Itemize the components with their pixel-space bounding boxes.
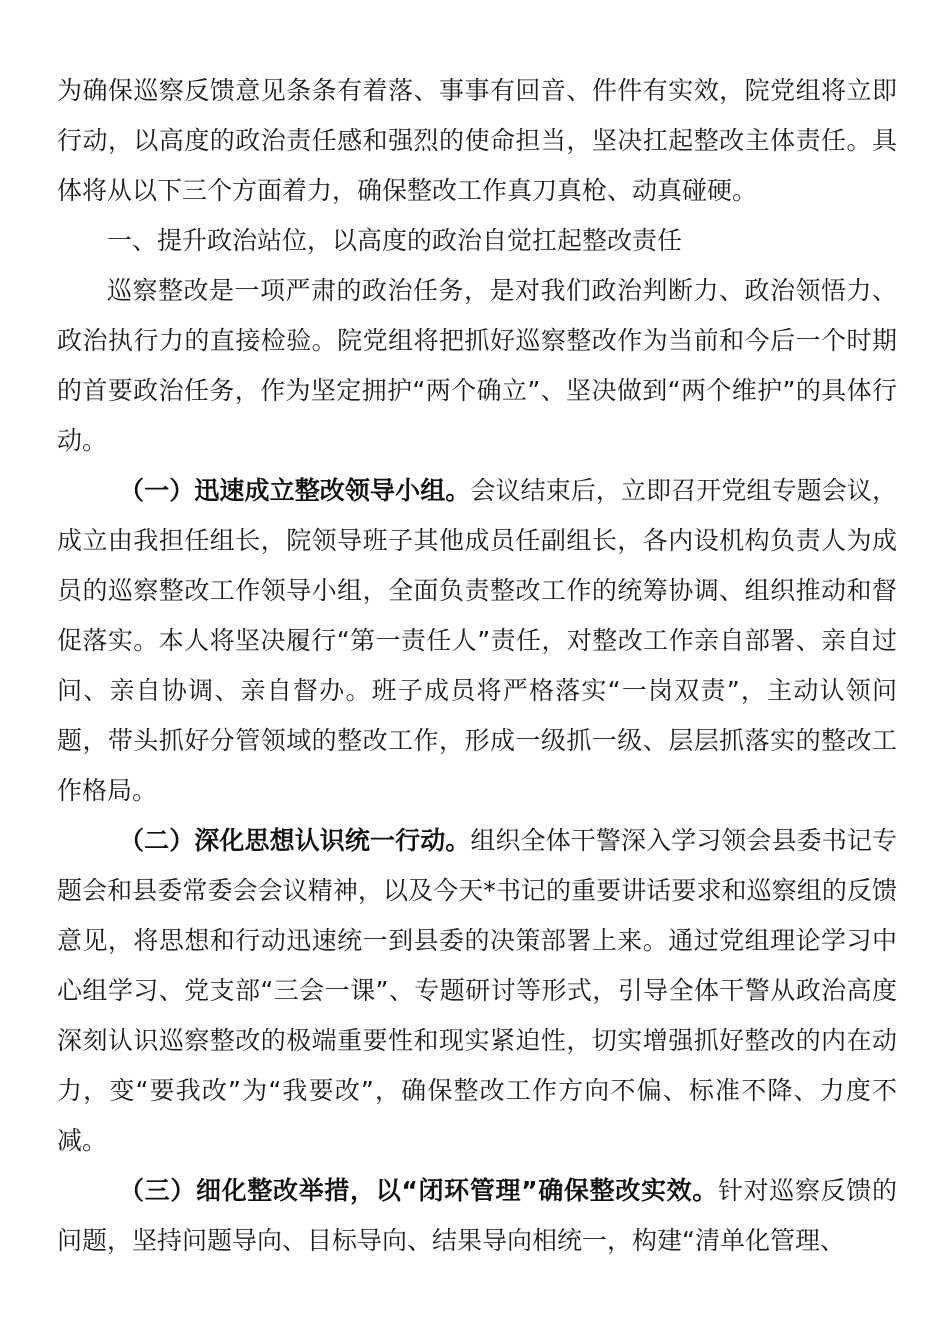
item-1-body: 会议结束后，立即召开党组专题会议，成立由我担任组长，院领导班子其他成员任副组长，各内设机构负责人为成员的巡察整改工作领导小组，全面负责整改工作的统筹协调、组织推动和督促落实。本人将坚决履行“第一责任人”责任，对整改工作亲自部署、亲自过问、亲自协调、亲自督办。班子成员将严格落实“一岗双责”，主动认领问题，带头抓好分管领域的整改工作，形成一级抓一级、层层抓落实的整改工作格局。: [57, 476, 897, 805]
section-heading: 一、提升政治站位，以高度的政治自觉扛起整改责任: [107, 226, 683, 255]
item-2-title: （二）深化思想认识统一行动。: [119, 826, 471, 855]
intro-paragraph: 为确保巡察反馈意见条条有着落、事事有回音、件件有实效，院党组将立即行动，以高度的政治责任感和强烈的使命担当，坚决扛起整改主体责任。具体将从以下三个方面着力，确保整改工作真刀真枪、动真碰硬。: [57, 76, 897, 205]
item-1-paragraph: [57, 466, 897, 816]
item-3-body: 针对巡察反馈的问题，坚持问题导向、目标导向、结果导向相统一，构建“清单化管理、: [57, 1176, 897, 1255]
item-2-body: 组织全体干警深入学习领会县委书记专题会和县委常委会会议精神，以及今天*书记的重要讲话要求和巡察组的反馈意见，将思想和行动迅速统一到县委的决策部署上来。通过党组理论学习中心组学习、党支部“三会一课”、专题研讨等形式，引导全体干警从政治高度深刻认识巡察整改的极端重要性和现实紧迫性，切实增强抓好整改的内在动力，变“要我改”为“我要改”，确保整改工作方向不偏、标准不降、力度不减。: [57, 826, 897, 1155]
section-paragraph: 巡察整改是一项严肃的政治任务，是对我们政治判断力、政治领悟力、政治执行力的直接检验。院党组将把抓好巡察整改作为当前和今后一个时期的首要政治任务，作为坚定拥护“两个确立”、坚决做到“两个维护”的具体行动。: [57, 276, 897, 455]
item-3-paragraph: [57, 1166, 897, 1266]
item-1-title: （一）迅速成立整改领导小组。: [119, 476, 471, 505]
item-2-paragraph: [57, 816, 897, 1166]
document-body: [57, 66, 897, 1266]
item-3-title: （三）细化整改举措，以“闭环管理”确保整改实效。: [119, 1176, 718, 1205]
